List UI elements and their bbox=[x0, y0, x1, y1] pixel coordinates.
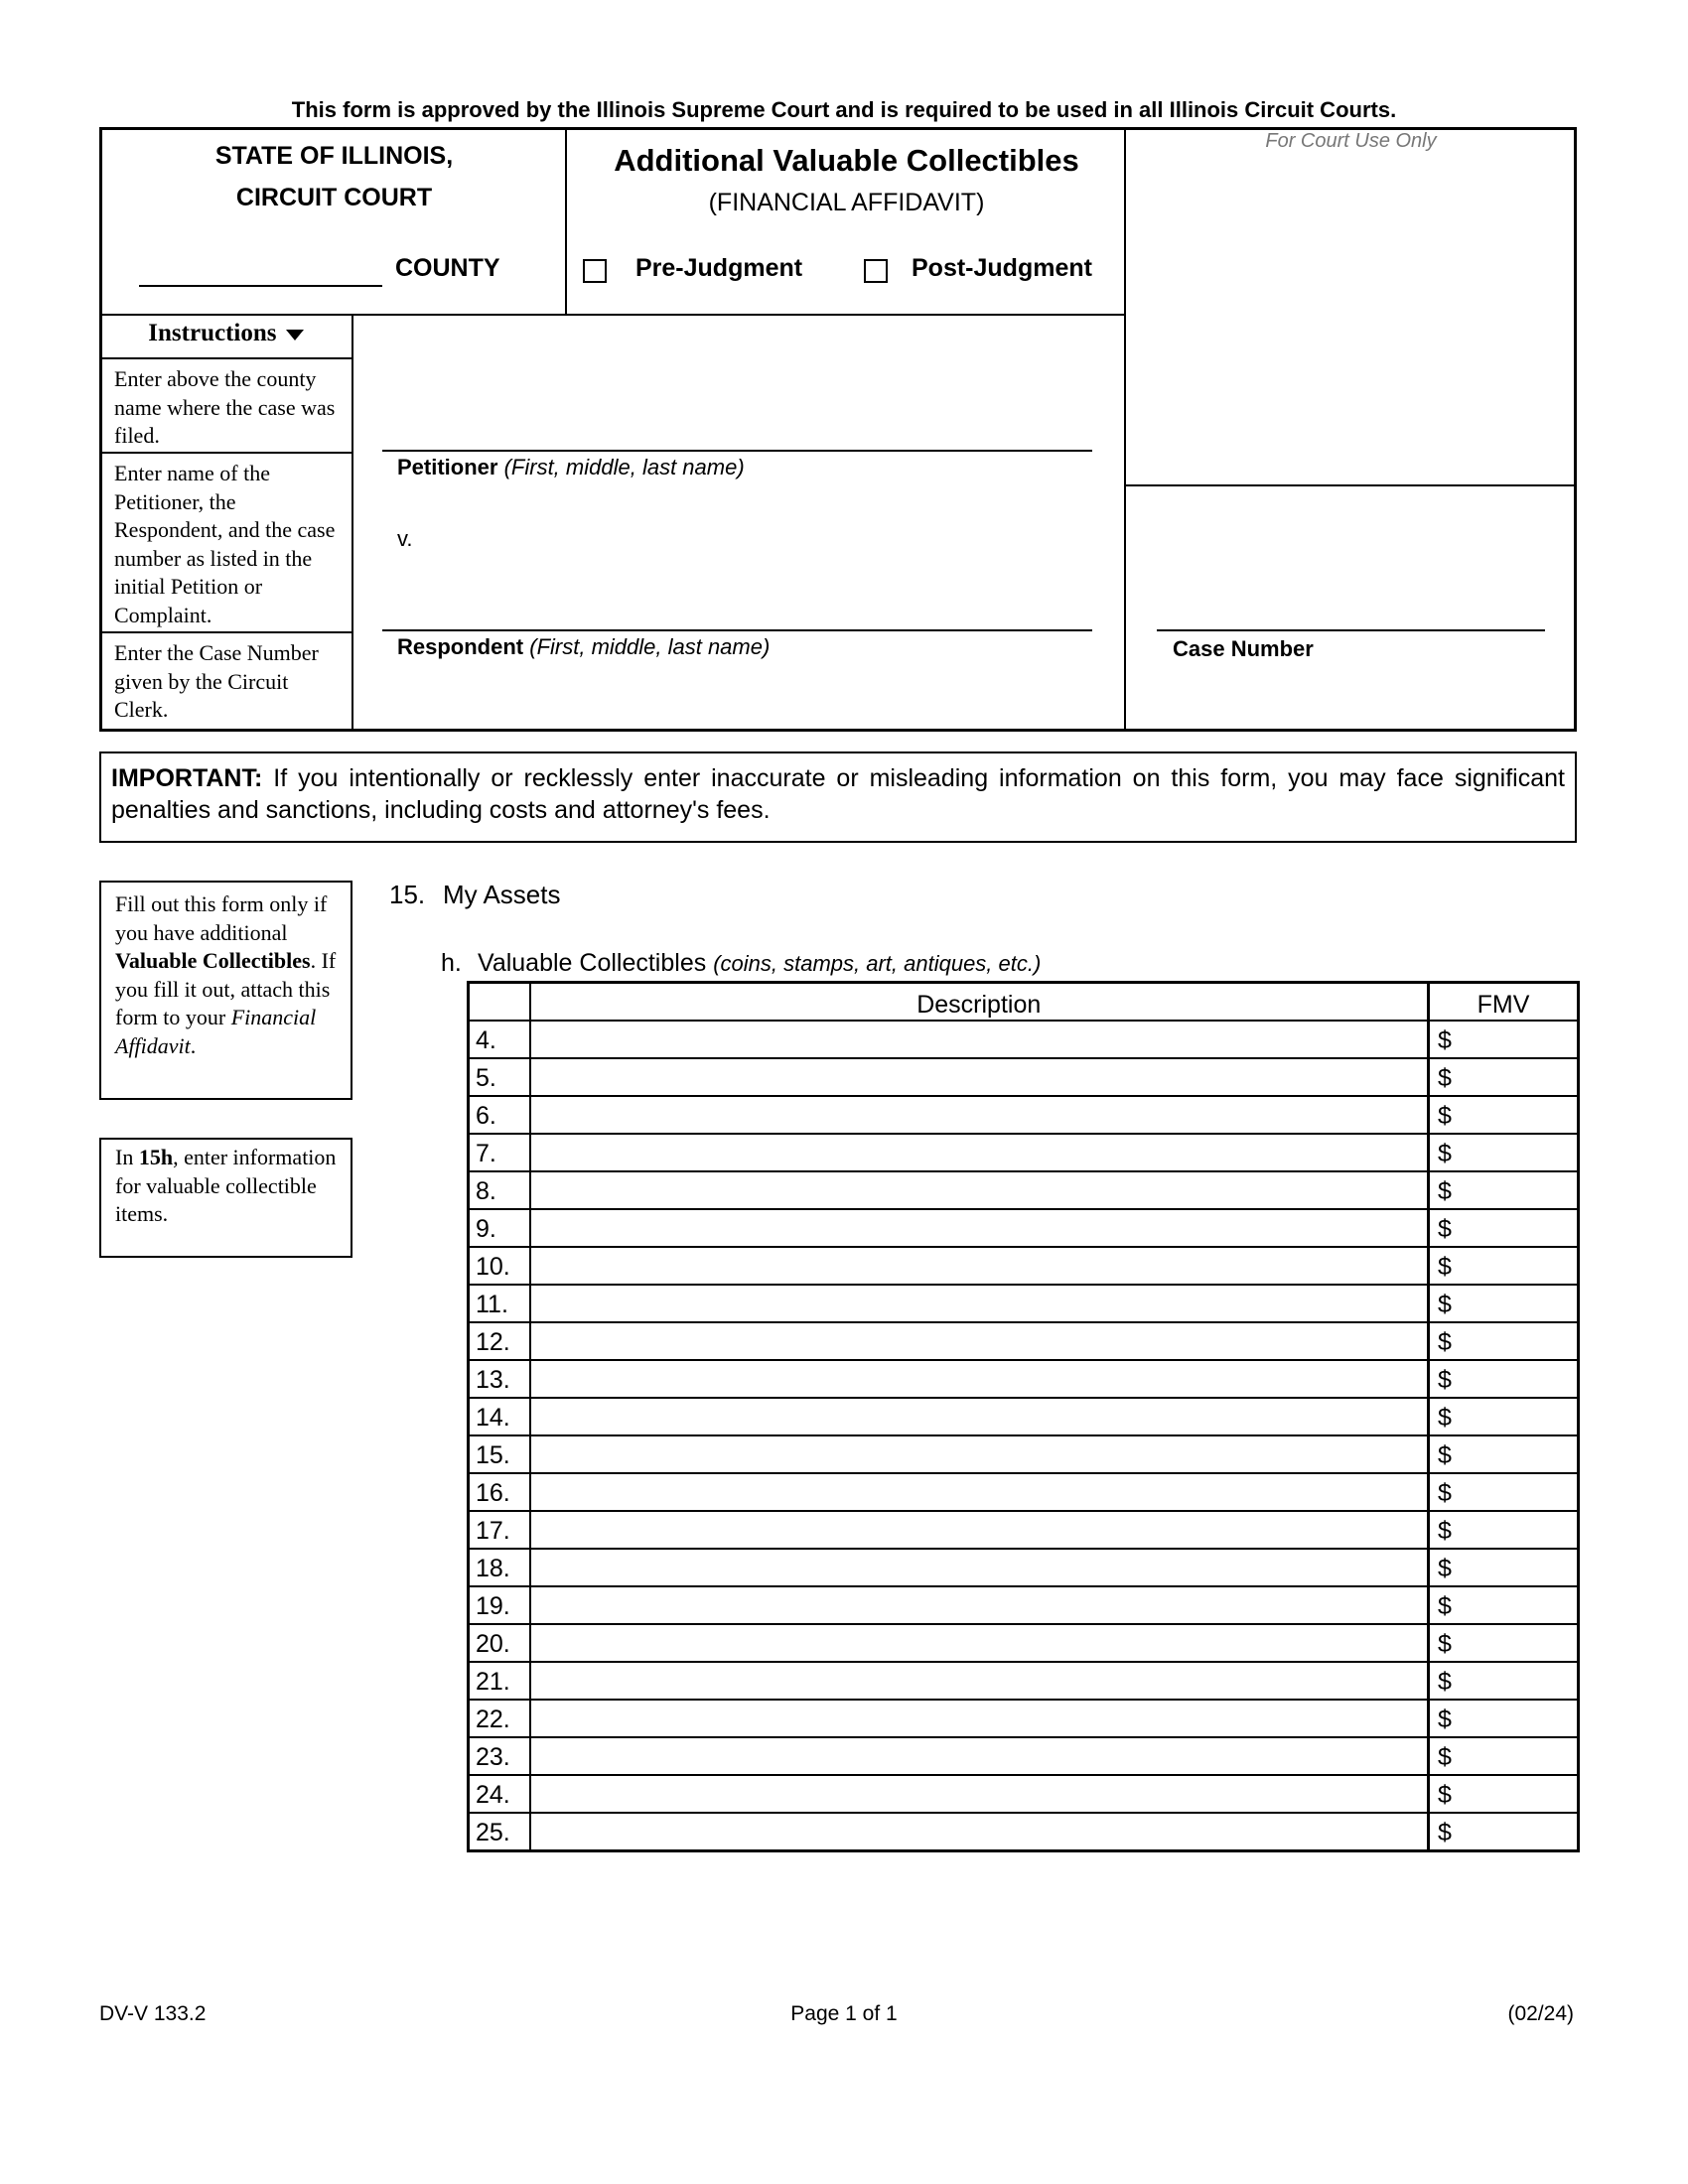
currency-symbol: $ bbox=[1438, 1291, 1452, 1318]
respondent-label bbox=[397, 634, 770, 660]
instruction-case-number: Enter the Case Number given by the Circuit Clerk. bbox=[114, 640, 319, 722]
collectibles-table bbox=[467, 981, 1580, 1852]
note-bold: 15h bbox=[138, 1145, 174, 1169]
row-number: 24. bbox=[469, 1775, 530, 1813]
description-input[interactable] bbox=[530, 1134, 1429, 1171]
row-number: 10. bbox=[469, 1247, 530, 1285]
petitioner-hint: (First, middle, last name) bbox=[503, 455, 745, 479]
court-line-1: STATE OF ILLINOIS, bbox=[214, 142, 454, 170]
fmv-input[interactable] bbox=[1429, 1775, 1579, 1813]
description-input[interactable] bbox=[530, 1624, 1429, 1662]
fmv-input[interactable] bbox=[1429, 1586, 1579, 1624]
note-italic: Financial Affidavit bbox=[115, 1005, 317, 1058]
row-number: 23. bbox=[469, 1737, 530, 1775]
page-number: Page 1 of 1 bbox=[790, 2002, 898, 2025]
description-input[interactable] bbox=[530, 1549, 1429, 1586]
fmv-input[interactable] bbox=[1429, 1700, 1579, 1737]
note-text: . bbox=[190, 1032, 197, 1058]
fmv-input[interactable] bbox=[1429, 1813, 1579, 1851]
description-input[interactable] bbox=[530, 1360, 1429, 1398]
row-number: 25. bbox=[469, 1813, 530, 1851]
table-row bbox=[469, 1322, 1579, 1360]
currency-symbol: $ bbox=[1438, 1366, 1452, 1394]
post-judgment-label: Post-Judgment bbox=[912, 254, 1092, 282]
note-text: Fill out this form only if you have additional bbox=[115, 891, 328, 945]
description-input[interactable] bbox=[530, 1700, 1429, 1737]
row-number: 9. bbox=[469, 1209, 530, 1247]
description-input[interactable] bbox=[530, 1322, 1429, 1360]
row-number: 8. bbox=[469, 1171, 530, 1209]
row-number: 6. bbox=[469, 1096, 530, 1134]
currency-symbol: $ bbox=[1438, 1253, 1452, 1281]
fmv-input[interactable] bbox=[1429, 1171, 1579, 1209]
row-number: 12. bbox=[469, 1322, 530, 1360]
divider bbox=[101, 452, 352, 454]
instruction-parties: Enter name of the Petitioner, the Respondent, and the case number as listed in the initial Petition or Complaint. bbox=[114, 461, 336, 627]
table-row bbox=[469, 1473, 1579, 1511]
subsection-title bbox=[478, 949, 1041, 978]
fmv-input[interactable] bbox=[1429, 1737, 1579, 1775]
important-label: IMPORTANT: bbox=[111, 764, 263, 792]
header-fmv: FMV bbox=[1429, 983, 1579, 1022]
currency-symbol: $ bbox=[1438, 1064, 1452, 1092]
note-text: , enter information for valuable collectible items. bbox=[115, 1145, 337, 1226]
currency-symbol: $ bbox=[1438, 1555, 1452, 1582]
table-row bbox=[469, 1398, 1579, 1435]
fmv-input[interactable] bbox=[1429, 1021, 1579, 1058]
row-number: 21. bbox=[469, 1662, 530, 1700]
description-input[interactable] bbox=[530, 1398, 1429, 1435]
fmv-input[interactable] bbox=[1429, 1511, 1579, 1549]
petitioner-input[interactable] bbox=[382, 450, 1092, 452]
subsection-letter: h. bbox=[441, 949, 462, 977]
side-note-15h bbox=[99, 1138, 352, 1258]
currency-symbol: $ bbox=[1438, 1441, 1452, 1469]
county-label: COUNTY bbox=[395, 254, 500, 282]
description-input[interactable] bbox=[530, 1586, 1429, 1624]
row-number: 20. bbox=[469, 1624, 530, 1662]
description-input[interactable] bbox=[530, 1737, 1429, 1775]
table-row bbox=[469, 1171, 1579, 1209]
row-number: 7. bbox=[469, 1134, 530, 1171]
divider bbox=[1125, 484, 1575, 486]
court-line-2: CIRCUIT COURT bbox=[235, 184, 433, 211]
row-number: 22. bbox=[469, 1700, 530, 1737]
divider bbox=[101, 314, 1125, 316]
form-code: DV-V 133.2 bbox=[99, 2002, 207, 2025]
description-input[interactable] bbox=[530, 1473, 1429, 1511]
currency-symbol: $ bbox=[1438, 1026, 1452, 1054]
case-number-input[interactable] bbox=[1157, 629, 1545, 631]
instruction-county: Enter above the county name where the case was filed. bbox=[114, 366, 336, 448]
table-row bbox=[469, 1549, 1579, 1586]
respondent-input[interactable] bbox=[382, 629, 1092, 631]
currency-symbol: $ bbox=[1438, 1404, 1452, 1432]
row-number: 17. bbox=[469, 1511, 530, 1549]
note-text: In bbox=[115, 1145, 139, 1169]
description-input[interactable] bbox=[530, 1096, 1429, 1134]
respondent-label-text: Respondent bbox=[397, 634, 524, 659]
row-number: 13. bbox=[469, 1360, 530, 1398]
description-input[interactable] bbox=[530, 1813, 1429, 1851]
pre-judgment-checkbox[interactable] bbox=[583, 259, 607, 283]
description-input[interactable] bbox=[530, 1435, 1429, 1473]
note-text: . If you fill it out, attach this form to your bbox=[115, 948, 337, 1029]
currency-symbol: $ bbox=[1438, 1819, 1452, 1846]
instructions-header bbox=[99, 320, 352, 347]
description-input[interactable] bbox=[530, 1775, 1429, 1813]
description-input[interactable] bbox=[530, 1058, 1429, 1096]
table-row bbox=[469, 1624, 1579, 1662]
table-row bbox=[469, 1775, 1579, 1813]
divider bbox=[101, 631, 352, 633]
row-number: 5. bbox=[469, 1058, 530, 1096]
fmv-input[interactable] bbox=[1429, 1435, 1579, 1473]
fmv-input[interactable] bbox=[1429, 1398, 1579, 1435]
fmv-input[interactable] bbox=[1429, 1473, 1579, 1511]
row-number: 18. bbox=[469, 1549, 530, 1586]
currency-symbol: $ bbox=[1438, 1706, 1452, 1733]
table-row bbox=[469, 1209, 1579, 1247]
row-number: 19. bbox=[469, 1586, 530, 1624]
currency-symbol: $ bbox=[1438, 1630, 1452, 1658]
description-input[interactable] bbox=[530, 1247, 1429, 1285]
description-input[interactable] bbox=[530, 1662, 1429, 1700]
note-bold: Valuable Collectibles bbox=[115, 948, 311, 973]
caret-down-icon bbox=[286, 330, 304, 341]
section-number: 15. bbox=[389, 880, 426, 909]
post-judgment-checkbox[interactable] bbox=[864, 259, 888, 283]
instructions-title: Instructions bbox=[148, 320, 277, 346]
table-row bbox=[469, 1813, 1579, 1851]
pre-judgment-label: Pre-Judgment bbox=[635, 254, 803, 282]
description-input[interactable] bbox=[530, 1285, 1429, 1322]
fmv-input[interactable] bbox=[1429, 1624, 1579, 1662]
row-number: 11. bbox=[469, 1285, 530, 1322]
approval-notice: This form is approved by the Illinois Supreme Court and is required to be used in all Illinois Circuit Courts. bbox=[291, 97, 1397, 122]
revision-date: (02/24) bbox=[1507, 2002, 1574, 2025]
table-row bbox=[469, 1662, 1579, 1700]
fmv-input[interactable] bbox=[1429, 1134, 1579, 1171]
divider bbox=[101, 357, 352, 359]
currency-symbol: $ bbox=[1438, 1177, 1452, 1205]
petitioner-label bbox=[397, 455, 745, 480]
subsection-title-text: Valuable Collectibles bbox=[478, 949, 707, 977]
table-row bbox=[469, 1247, 1579, 1285]
description-input[interactable] bbox=[530, 1209, 1429, 1247]
header-description: Description bbox=[530, 983, 1429, 1022]
currency-symbol: $ bbox=[1438, 1102, 1452, 1130]
fmv-input[interactable] bbox=[1429, 1549, 1579, 1586]
respondent-hint: (First, middle, last name) bbox=[529, 634, 771, 659]
table-row bbox=[469, 1285, 1579, 1322]
case-number-label: Case Number bbox=[1173, 636, 1314, 661]
currency-symbol: $ bbox=[1438, 1668, 1452, 1696]
fmv-input[interactable] bbox=[1429, 1209, 1579, 1247]
currency-symbol: $ bbox=[1438, 1215, 1452, 1243]
row-number: 4. bbox=[469, 1021, 530, 1058]
table-row bbox=[469, 1435, 1579, 1473]
row-number: 15. bbox=[469, 1435, 530, 1473]
county-input[interactable] bbox=[139, 285, 382, 287]
important-text: If you intentionally or recklessly enter inaccurate or misleading information on this form, you may face significant penalties and sanctions, including costs and attorney's fees. bbox=[111, 764, 1565, 824]
side-note-usage bbox=[99, 881, 352, 1100]
fmv-input[interactable] bbox=[1429, 1322, 1579, 1360]
currency-symbol: $ bbox=[1438, 1781, 1452, 1809]
fmv-input[interactable] bbox=[1429, 1096, 1579, 1134]
table-row bbox=[469, 1700, 1579, 1737]
table-header-row bbox=[469, 983, 1579, 1022]
fmv-input[interactable] bbox=[1429, 1662, 1579, 1700]
row-number: 14. bbox=[469, 1398, 530, 1435]
fmv-input[interactable] bbox=[1429, 1285, 1579, 1322]
currency-symbol: $ bbox=[1438, 1517, 1452, 1545]
header-number bbox=[469, 983, 530, 1022]
currency-symbol: $ bbox=[1438, 1592, 1452, 1620]
divider bbox=[1124, 129, 1126, 730]
table-row bbox=[469, 1511, 1579, 1549]
description-input[interactable] bbox=[530, 1511, 1429, 1549]
table-row bbox=[469, 1134, 1579, 1171]
table-row bbox=[469, 1096, 1579, 1134]
currency-symbol: $ bbox=[1438, 1743, 1452, 1771]
subsection-hint: (coins, stamps, art, antiques, etc.) bbox=[713, 951, 1042, 976]
versus-label: v. bbox=[397, 526, 413, 551]
row-number: 16. bbox=[469, 1473, 530, 1511]
table-row bbox=[469, 1021, 1579, 1058]
table-row bbox=[469, 1586, 1579, 1624]
form-subtitle: (FINANCIAL AFFIDAVIT) bbox=[708, 189, 985, 216]
currency-symbol: $ bbox=[1438, 1140, 1452, 1167]
petitioner-label-text: Petitioner bbox=[397, 455, 498, 479]
important-notice bbox=[99, 751, 1577, 843]
currency-symbol: $ bbox=[1438, 1479, 1452, 1507]
court-title bbox=[102, 135, 566, 218]
description-input[interactable] bbox=[530, 1171, 1429, 1209]
table-row bbox=[469, 1058, 1579, 1096]
section-title: My Assets bbox=[443, 880, 561, 909]
table-row bbox=[469, 1360, 1579, 1398]
fmv-input[interactable] bbox=[1429, 1360, 1579, 1398]
form-title: Additional Valuable Collectibles bbox=[614, 143, 1079, 178]
table-row bbox=[469, 1737, 1579, 1775]
fmv-input[interactable] bbox=[1429, 1058, 1579, 1096]
currency-symbol: $ bbox=[1438, 1328, 1452, 1356]
description-input[interactable] bbox=[530, 1021, 1429, 1058]
court-use-label: For Court Use Only bbox=[1265, 130, 1437, 152]
divider bbox=[352, 315, 353, 730]
fmv-input[interactable] bbox=[1429, 1247, 1579, 1285]
